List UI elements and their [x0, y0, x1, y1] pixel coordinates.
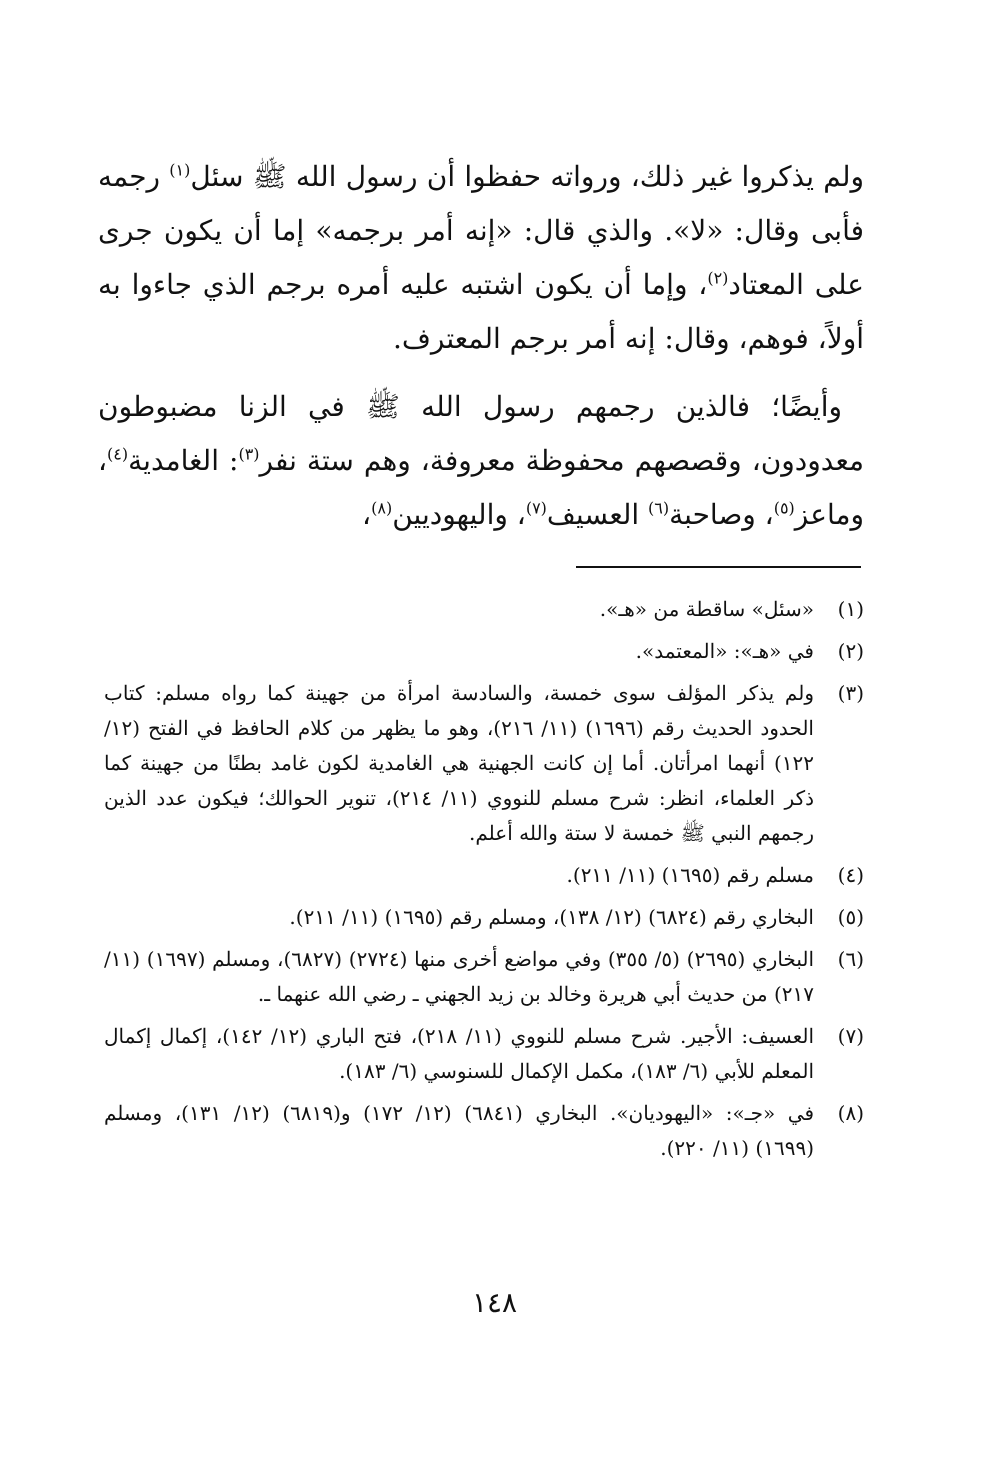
page-number: ١٤٨ — [471, 1286, 518, 1319]
paragraph-1-part-c: ، وإما أن يكون اشتبه عليه أمره برجم الذي جاءوا به أولاً، فوهم، وقال: إنه أمر برجم المعترف. — [98, 268, 864, 355]
footnote-text: البخاري رقم (٦٨٢٤) (١٢/ ١٣٨)، ومسلم رقم (١٦٩٥) (١١/ ٢١١). — [289, 905, 814, 929]
footnote-text: في «جـ»: «اليهوديان». البخاري (٦٨٤١) (١٢/ ١٧٢) و(٦٨١٩) (١٢/ ١٣١)، ومسلم (١٦٩٩) (١١/ ٢٢٠). — [104, 1101, 815, 1160]
paragraph-2 — [98, 380, 864, 542]
paragraph-2-part-b: : الغامدية — [128, 444, 239, 477]
footnote-ref-8: (٨) — [371, 498, 393, 518]
footnote-ref-1: (١) — [169, 160, 191, 180]
footnote-7 — [104, 1019, 864, 1089]
footnote-6 — [104, 942, 864, 1012]
footnote-separator — [576, 566, 861, 568]
paragraph-2-part-a: وأيضًا؛ فالذين رجمهم رسول الله ﷺ في الزنا مضبوطون معدودون، وقصصهم محفوظة معروفة، وهم ستة نفر — [98, 390, 865, 477]
paragraph-1-part-a: ولم يذكروا غير ذلك، ورواته حفظوا أن رسول الله ﷺ سئل — [190, 160, 864, 193]
footnote-number: (٤) — [837, 863, 864, 887]
paragraph-2-part-g: ، — [362, 498, 372, 531]
footnote-1 — [104, 592, 864, 627]
footnote-number: (٢) — [837, 639, 864, 663]
footnote-2 — [104, 634, 864, 669]
footnotes — [104, 592, 864, 1173]
footnote-ref-5: (٥) — [773, 498, 795, 518]
footnote-text: العسيف: الأجير. شرح مسلم للنووي (١١/ ٢١٨)، فتح الباري (١٢/ ١٤٢)، إكمال إكمال المعلم للأبي (٦/ ١٨٣)، مكمل الإكمال للسنوسي (٦/ ١٨٣). — [104, 1024, 815, 1083]
footnote-ref-6: (٦) — [648, 498, 670, 518]
footnote-text: في «هـ»: «المعتمد». — [635, 639, 814, 663]
footnote-number: (٦) — [837, 947, 864, 971]
footnote-number: (٣) — [837, 681, 864, 705]
footnote-8 — [104, 1096, 864, 1166]
footnote-ref-3: (٣) — [238, 444, 260, 464]
paragraph-1 — [98, 150, 864, 366]
footnote-number: (٨) — [837, 1101, 864, 1125]
footnote-3 — [104, 676, 864, 851]
footnote-4 — [104, 858, 864, 893]
paragraph-2-part-f: ، واليهوديين — [392, 498, 526, 531]
paragraph-2-part-d: ، وصاحبة — [669, 498, 774, 531]
footnote-text: «سئل» ساقطة من «هـ». — [599, 597, 814, 621]
footnote-number: (١) — [837, 597, 864, 621]
footnote-5 — [104, 900, 864, 935]
paragraph-2-part-c: ، وماعز — [98, 444, 864, 531]
footnote-ref-7: (٧) — [525, 498, 547, 518]
footnote-number: (٥) — [837, 905, 864, 929]
footnote-number: (٧) — [837, 1024, 864, 1048]
paragraph-2-part-e: العسيف — [546, 498, 649, 531]
footnote-ref-2: (٢) — [707, 268, 729, 288]
footnote-ref-4: (٤) — [107, 444, 129, 464]
footnote-text: مسلم رقم (١٦٩٥) (١١/ ٢١١). — [566, 863, 814, 887]
paragraph-1-part-b: رجمه فأبى وقال: «لا». والذي قال: «إنه أمر برجمه» إما أن يكون جرى على المعتاد — [98, 160, 865, 301]
footnote-text: البخاري (٢٦٩٥) (٥/ ٣٥٥) وفي مواضع أخرى منها (٢٧٢٤) (٦٨٢٧)، ومسلم (١٦٩٧) (١١/ ٢١٧) من حديث أبي هريرة وخالد بن زيد الجهني ـ رضي الله عنهما ـ. — [104, 947, 815, 1006]
footnote-text: ولم يذكر المؤلف سوى خمسة، والسادسة امرأة من جهينة كما رواه مسلم: كتاب الحدود الحديث رقم (١٦٩٦) (١١/ ٢١٦)، وهو ما يظهر من كلام الحافظ في الفتح (١٢/ ١٢٢) أنهما امرأتان. أما إن كانت الجهنية هي الغامدية لكون غامد بطنًا من جهينة كما ذكر العلماء، انظر: شرح مسلم للنووي (١١/ ٢١٤)، تنوير الحوالك؛ فيكون عدد الذين رجمهم النبي ﷺ خمسة لا ستة والله أعلم. — [104, 681, 814, 845]
main-text — [98, 150, 864, 556]
